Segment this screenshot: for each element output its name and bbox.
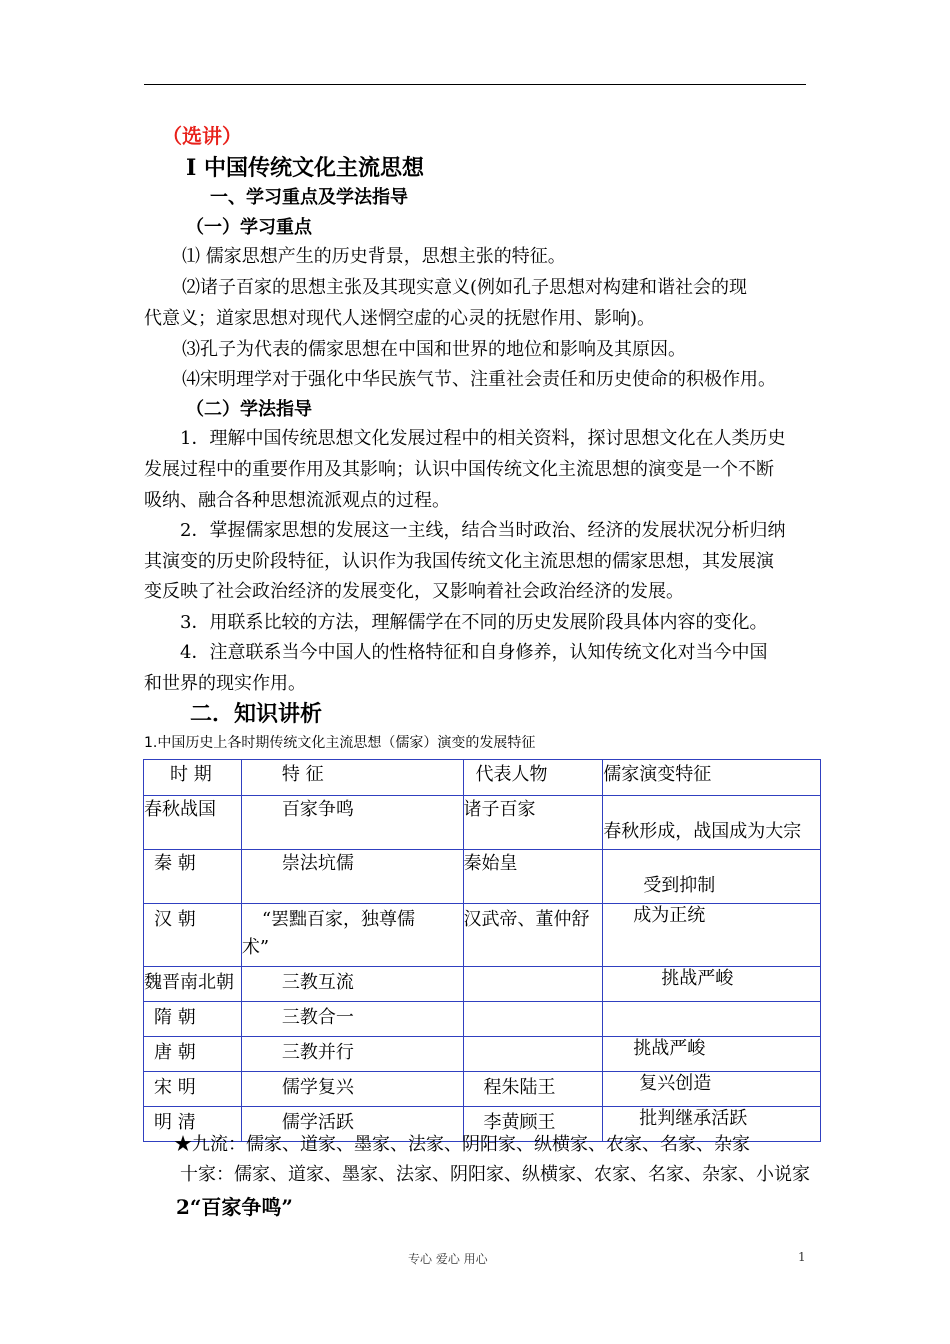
focus-point-3: ⑶孔子为代表的儒家思想在中国和世界的地位和影响及其原因。 <box>182 339 686 360</box>
feature-cell: 三教并行 <box>281 1042 354 1063</box>
method-1-line-1: 1．理解中国传统思想文化发展过程中的相关资料，探讨思想文化在人类历史 <box>180 428 786 449</box>
figures-cell: 李黄顾王 <box>483 1112 556 1133</box>
period-cell: 唐 朝 <box>154 1042 196 1063</box>
table-row <box>144 967 821 1002</box>
focus-point-1: ⑴ 儒家思想产生的历史背景，思想主张的特征。 <box>182 246 566 267</box>
method-2-line-3: 变反映了社会政治经济的发展变化，又影响着社会政治经济的发展。 <box>144 581 684 602</box>
feature-cell: 儒学复兴 <box>281 1077 354 1098</box>
header-feature: 特 征 <box>281 764 324 785</box>
footer-motto: 专心 爱心 用心 <box>408 1252 488 1266</box>
evolution-cell: 挑战严峻 <box>661 968 734 989</box>
table-row <box>144 850 821 904</box>
focus-point-2-cont: 代意义；道家思想对现代人迷惘空虚的心灵的抚慰作用、影响)。 <box>144 308 656 329</box>
feature-cell: 儒学活跃 <box>281 1112 354 1133</box>
header-rule <box>144 84 806 85</box>
table-caption: 1.中国历史上各时期传统文化主流思想（儒家）演变的发展特征 <box>144 735 536 751</box>
method-1-line-3: 吸纳、融合各种思想流派观点的过程。 <box>144 490 450 511</box>
subheading-study-method: （二）学法指导 <box>186 399 312 420</box>
period-cell: 明 清 <box>154 1112 196 1133</box>
table-row <box>144 1002 821 1037</box>
feature-cell: 百家争鸣 <box>281 799 354 820</box>
header-evolution: 儒家演变特征 <box>603 764 712 785</box>
table-header-row <box>144 760 821 796</box>
section-heading-1: 一、学习重点及学法指导 <box>210 187 408 208</box>
heading-hundred-schools: 2“百家争鸣” <box>176 1195 293 1219</box>
period-cell: 汉 朝 <box>154 909 196 930</box>
evolution-cell: 挑战严峻 <box>633 1038 706 1059</box>
evolution-cell: 批判继承活跃 <box>639 1108 748 1129</box>
figures-cell: 秦始皇 <box>463 853 518 874</box>
table-row <box>144 904 821 967</box>
figures-cell: 程朱陆王 <box>483 1077 556 1098</box>
header-period: 时 期 <box>170 764 212 785</box>
table-row <box>144 1037 821 1072</box>
ten-schools: 十家：儒家、道家、墨家、法家、阴阳家、纵横家、农家、名家、杂家、小说家 <box>180 1164 810 1185</box>
section-heading-2: 二．知识讲析 <box>190 701 323 727</box>
evolution-cell: 成为正统 <box>633 905 706 926</box>
subheading-study-focus: （一）学习重点 <box>186 217 312 238</box>
feature-cell: 三教互流 <box>281 972 354 993</box>
page-number: 1 <box>798 1250 806 1264</box>
period-cell: 春秋战国 <box>144 799 216 820</box>
method-1-line-2: 发展过程中的重要作用及其影响；认识中国传统文化主流思想的演变是一个不断 <box>144 459 774 480</box>
figures-cell: 诸子百家 <box>463 799 536 820</box>
focus-point-4: ⑷宋明理学对于强化中华民族气节、注重社会责任和历史使命的积极作用。 <box>182 369 776 390</box>
focus-point-2: ⑵诸子百家的思想主张及其现实意义(例如孔子思想对构建和谐社会的现 <box>182 277 748 298</box>
method-3: 3．用联系比较的方法，理解儒学在不同的历史发展阶段具体内容的变化。 <box>180 612 768 633</box>
method-2-line-2: 其演变的历史阶段特征，认识作为我国传统文化主流思想的儒家思想，其发展演 <box>144 551 774 572</box>
table-row <box>144 1072 821 1107</box>
period-cell: 隋 朝 <box>154 1007 196 1028</box>
feature-cell-cont: 术” <box>241 937 270 958</box>
feature-cell: “罢黜百家，独尊儒 <box>261 909 416 930</box>
method-2-line-1: 2．掌握儒家思想的发展这一主线，结合当时政治、经济的发展状况分析归纳 <box>180 520 786 541</box>
header-figures: 代表人物 <box>475 764 548 785</box>
evolution-cell: 受到抑制 <box>643 875 716 896</box>
period-cell: 魏晋南北朝 <box>144 972 234 993</box>
nine-schools: ★九流：儒家、道家、墨家、法家、阴阳家、纵横家、农家、名家、杂家 <box>174 1134 750 1155</box>
figures-cell: 汉武帝、董仲舒 <box>463 909 590 930</box>
table-row <box>144 796 821 850</box>
optional-tag: （选讲） <box>162 124 242 148</box>
period-cell: 宋 明 <box>154 1077 196 1098</box>
evolution-table <box>143 759 821 1142</box>
method-4-line-2: 和世界的现实作用。 <box>144 673 306 694</box>
period-cell: 秦 朝 <box>154 853 196 874</box>
page-title: Ⅰ 中国传统文化主流思想 <box>186 155 424 181</box>
feature-cell: 崇法坑儒 <box>281 853 354 874</box>
evolution-cell: 春秋形成，战国成为大宗 <box>603 821 802 842</box>
evolution-cell: 复兴创造 <box>639 1073 712 1094</box>
method-4-line-1: 4．注意联系当今中国人的性格特征和自身修养，认知传统文化对当今中国 <box>180 642 768 663</box>
feature-cell: 三教合一 <box>281 1007 354 1028</box>
